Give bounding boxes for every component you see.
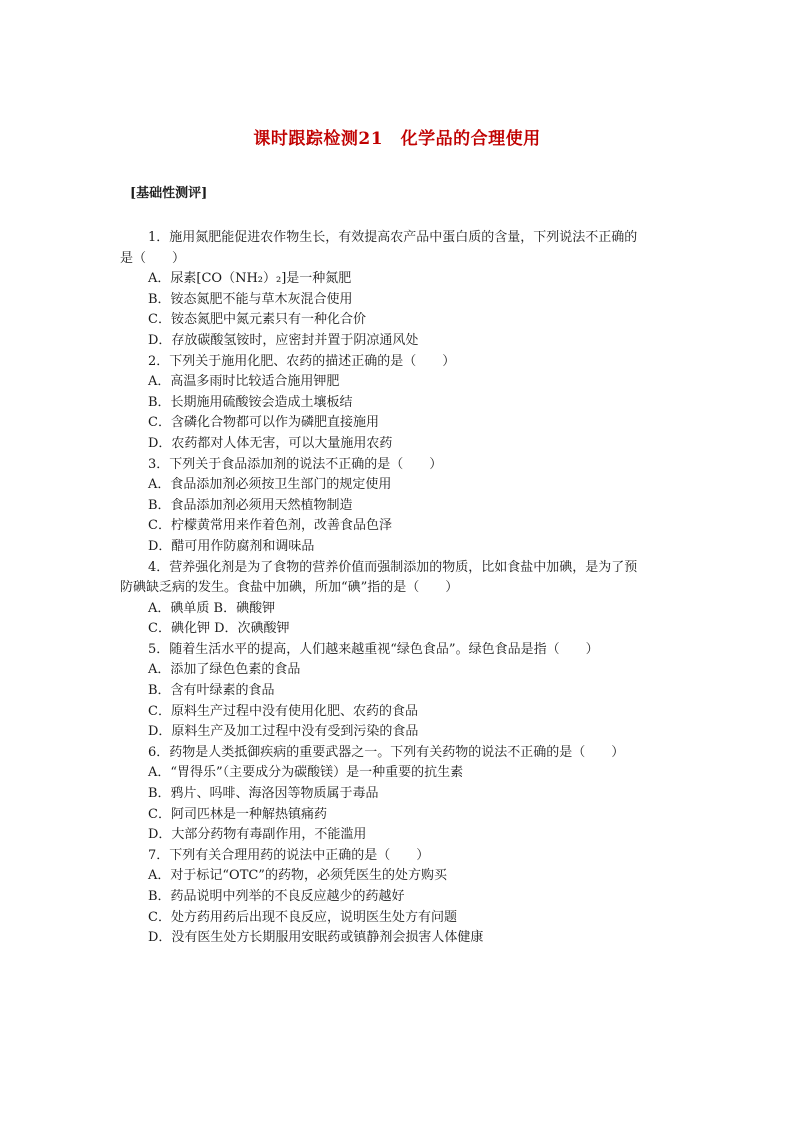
text-line: C．原料生产过程中没有使用化肥、农药的食品 bbox=[148, 703, 418, 719]
text-line: 4．营养强化剂是为了食物的营养价值而强制添加的物质，比如食盐中加碘，是为了预 bbox=[148, 559, 638, 575]
text-line: D．醋可用作防腐剂和调味品 bbox=[148, 538, 315, 554]
text-line: A．高温多雨时比较适合施用钾肥 bbox=[148, 374, 340, 390]
text-line: 1．施用氮肥能促进农作物生长，有效提高农产品中蛋白质的含量，下列说法不正确的 bbox=[148, 230, 638, 245]
section-heading: [基础性测评] bbox=[130, 186, 208, 201]
text-line: D．农药都对人体无害，可以大量施用农药 bbox=[148, 435, 393, 451]
text-line: D．原料生产及加工过程中没有受到污染的食品 bbox=[148, 724, 419, 740]
text-line: C．柠檬黄常用来作着色剂，改善食品色泽 bbox=[148, 518, 392, 534]
text-line: 5．随着生活水平的提高，人们越来越重视“绿色食品”。绿色食品是指（ ） bbox=[148, 641, 599, 657]
text-line: 防碘缺乏病的发生。食盐中加碘，所加“碘”指的是（ ） bbox=[120, 580, 459, 596]
text-line: D．存放碳酸氢铵时，应密封并置于阴凉通风处 bbox=[148, 332, 419, 348]
text-line: B．药品说明中列举的不良反应越少的药越好 bbox=[148, 889, 405, 904]
text-line: 是（ ） bbox=[120, 250, 186, 266]
text-line: A．尿素[CO（NH₂）₂]是一种氮肥 bbox=[148, 271, 352, 287]
text-line: B．铵态氮肥不能与草木灰混合使用 bbox=[148, 291, 353, 307]
page-title: 课时跟踪检测21 化学品的合理使用 bbox=[253, 129, 541, 149]
text-line: C．碘化钾 D．次碘酸钾 bbox=[148, 621, 290, 637]
text-line: A．对于标记“OTC”的药物，必须凭医生的处方购买 bbox=[148, 868, 447, 884]
question-body bbox=[120, 228, 680, 949]
text-line: 3．下列关于食品添加剂的说法不正确的是（ ） bbox=[148, 456, 443, 472]
text-line: B．长期施用硫酸铵会造成土壤板结 bbox=[148, 394, 353, 410]
text-line: 7．下列有关合理用药的说法中正确的是（ ） bbox=[148, 847, 430, 863]
text-line: B．鸦片、吗啡、海洛因等物质属于毒品 bbox=[148, 786, 379, 802]
text-line: C．阿司匹林是一种解热镇痛药 bbox=[148, 806, 327, 822]
text-line: A．碘单质 B．碘酸钾 bbox=[148, 600, 276, 616]
text-line: D．大部分药物有毒副作用，不能滥用 bbox=[148, 827, 367, 843]
text-line: C．含磷化合物都可以作为磷肥直接施用 bbox=[148, 415, 379, 431]
text-line: C．处方药用药后出现不良反应，说明医生处方有问题 bbox=[148, 909, 457, 925]
text-line: 2．下列关于施用化肥、农药的描述正确的是（ ） bbox=[148, 353, 456, 369]
text-line: A．“胃得乐”（主要成分为碳酸镁）是一种重要的抗生素 bbox=[148, 765, 464, 781]
text-line: D．没有医生处方长期服用安眠药或镇静剂会损害人体健康 bbox=[148, 930, 484, 946]
text-line: A．食品添加剂必须按卫生部门的规定使用 bbox=[148, 477, 392, 493]
text-line: C．铵态氮肥中氮元素只有一种化合价 bbox=[148, 312, 366, 328]
text-line: A．添加了绿色色素的食品 bbox=[148, 662, 301, 678]
text-line: 6．药物是人类抵御疾病的重要武器之一。下列有关药物的说法不正确的是（ ） bbox=[148, 744, 625, 760]
text-line: B．食品添加剂必须用天然植物制造 bbox=[148, 497, 353, 513]
text-line: B．含有叶绿素的食品 bbox=[148, 683, 275, 699]
